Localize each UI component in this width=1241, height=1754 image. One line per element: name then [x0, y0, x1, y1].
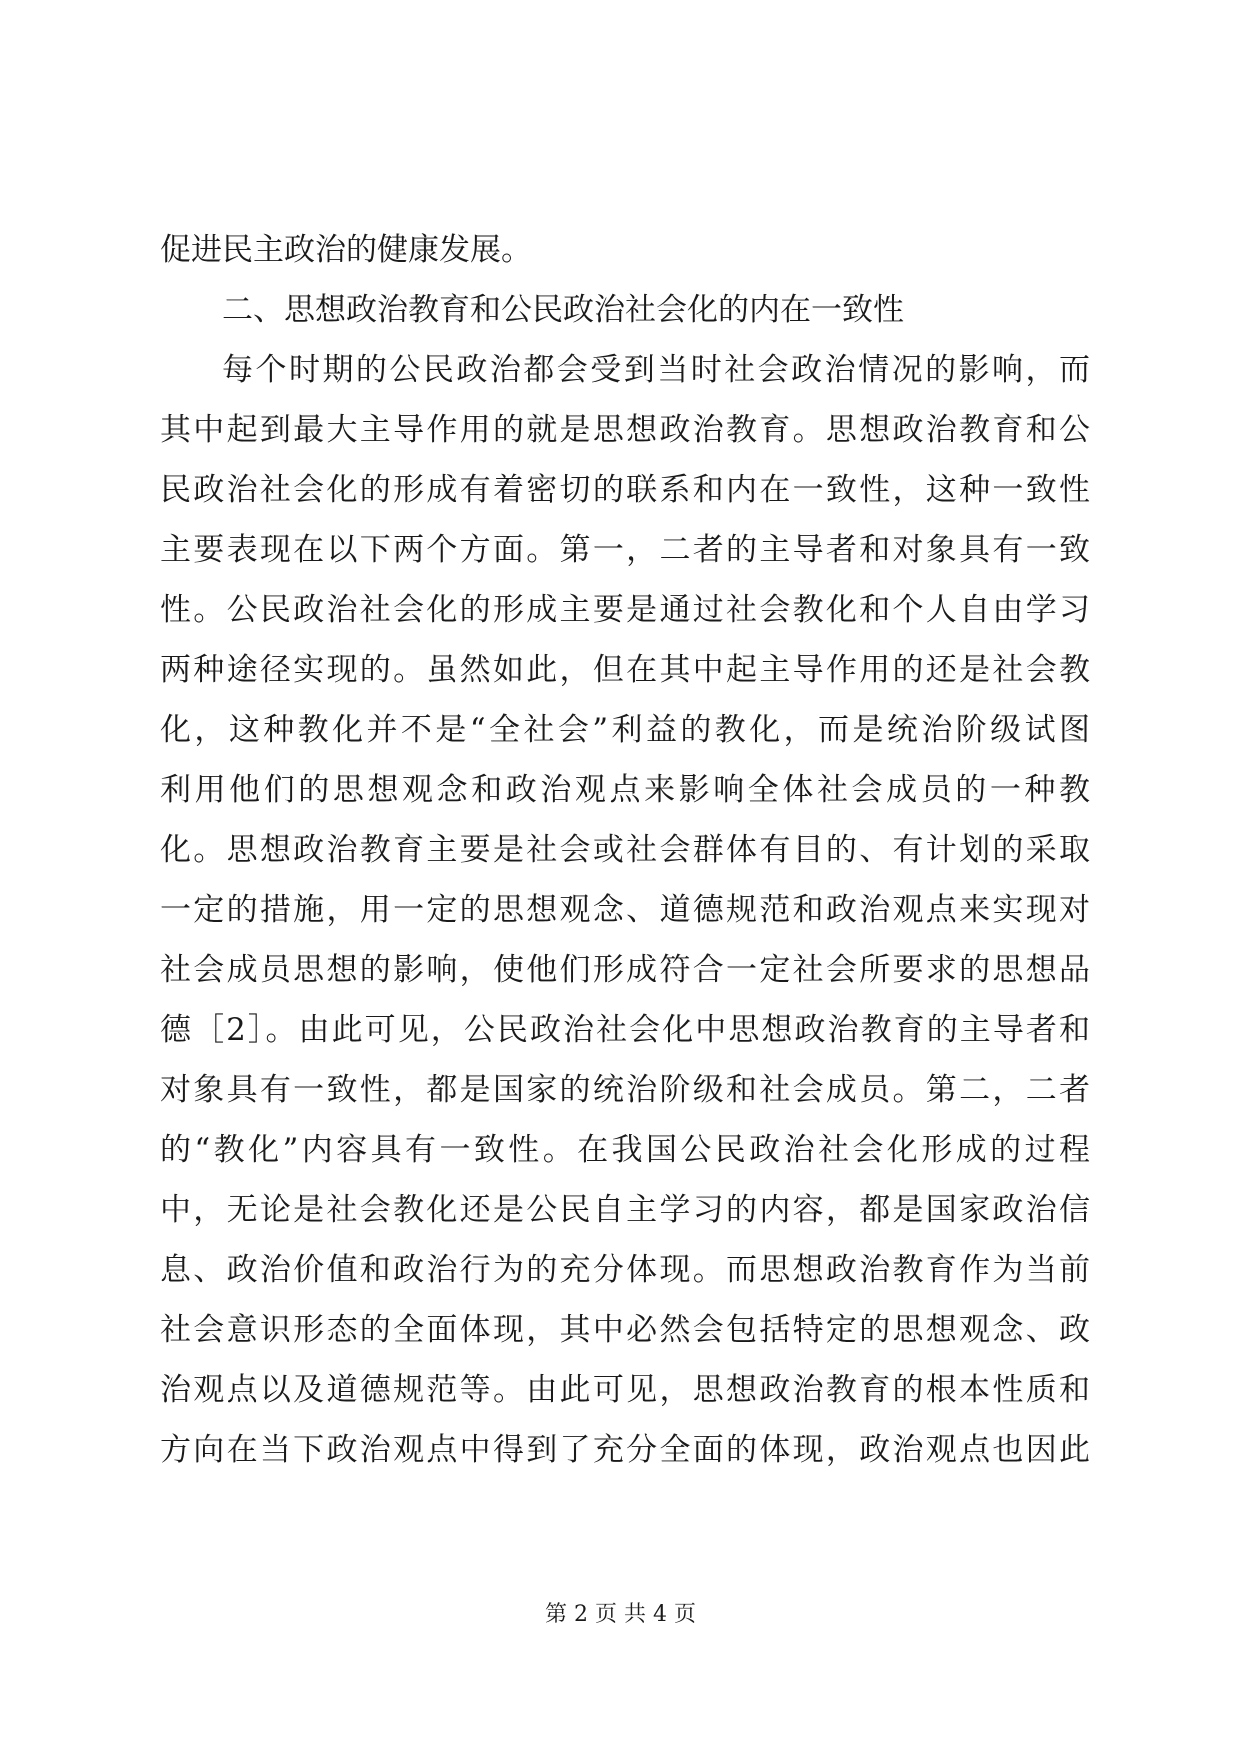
paragraph-line: 社会意识形态的全面体现，其中必然会包括特定的思想观念、政 [160, 1312, 1090, 1348]
paragraph-line: 主要表现在以下两个方面。第一，二者的主导者和对象具有一致 [160, 532, 1090, 568]
section-heading: 二、思想政治教育和公民政治社会化的内在一致性 [222, 292, 904, 328]
paragraph-line: 每个时期的公民政治都会受到当时社会政治情况的影响，而 [222, 352, 1090, 388]
paragraph-line: 利用他们的思想观念和政治观点来影响全体社会成员的一种教 [160, 772, 1090, 808]
paragraph-line: 中，无论是社会教化还是公民自主学习的内容，都是国家政治信 [160, 1192, 1090, 1228]
paragraph-line: 两种途径实现的。虽然如此，但在其中起主导作用的还是社会教 [160, 652, 1090, 688]
paragraph-line: 的“教化”内容具有一致性。在我国公民政治社会化形成的过程 [160, 1132, 1090, 1168]
paragraph-line: 化。思想政治教育主要是社会或社会群体有目的、有计划的采取 [160, 832, 1090, 868]
paragraph-line: 息、政治价值和政治行为的充分体现。而思想政治教育作为当前 [160, 1252, 1090, 1288]
paragraph-line: 民政治社会化的形成有着密切的联系和内在一致性，这种一致性 [160, 472, 1090, 508]
paragraph-line: 德［2］。由此可见，公民政治社会化中思想政治教育的主导者和 [160, 1012, 1090, 1048]
paragraph-line: 一定的措施，用一定的思想观念、道德规范和政治观点来实现对 [160, 892, 1090, 928]
paragraph-line: 治观点以及道德规范等。由此可见，思想政治教育的根本性质和 [160, 1372, 1090, 1408]
paragraph-line: 性。公民政治社会化的形成主要是通过社会教化和个人自由学习 [160, 592, 1090, 628]
paragraph-line: 化，这种教化并不是“全社会”利益的教化，而是统治阶级试图 [160, 712, 1090, 748]
paragraph-line: 社会成员思想的影响，使他们形成符合一定社会所要求的思想品 [160, 952, 1090, 988]
paragraph-line: 其中起到最大主导作用的就是思想政治教育。思想政治教育和公 [160, 412, 1090, 448]
paragraph-line-closing: 促进民主政治的健康发展。 [160, 232, 532, 268]
page-number-footer: 第 2 页 共 4 页 [545, 1602, 696, 1627]
paragraph-line: 对象具有一致性，都是国家的统治阶级和社会成员。第二，二者 [160, 1072, 1090, 1108]
paragraph-line: 方向在当下政治观点中得到了充分全面的体现，政治观点也因此 [160, 1432, 1090, 1468]
document-body [160, 220, 1090, 1480]
